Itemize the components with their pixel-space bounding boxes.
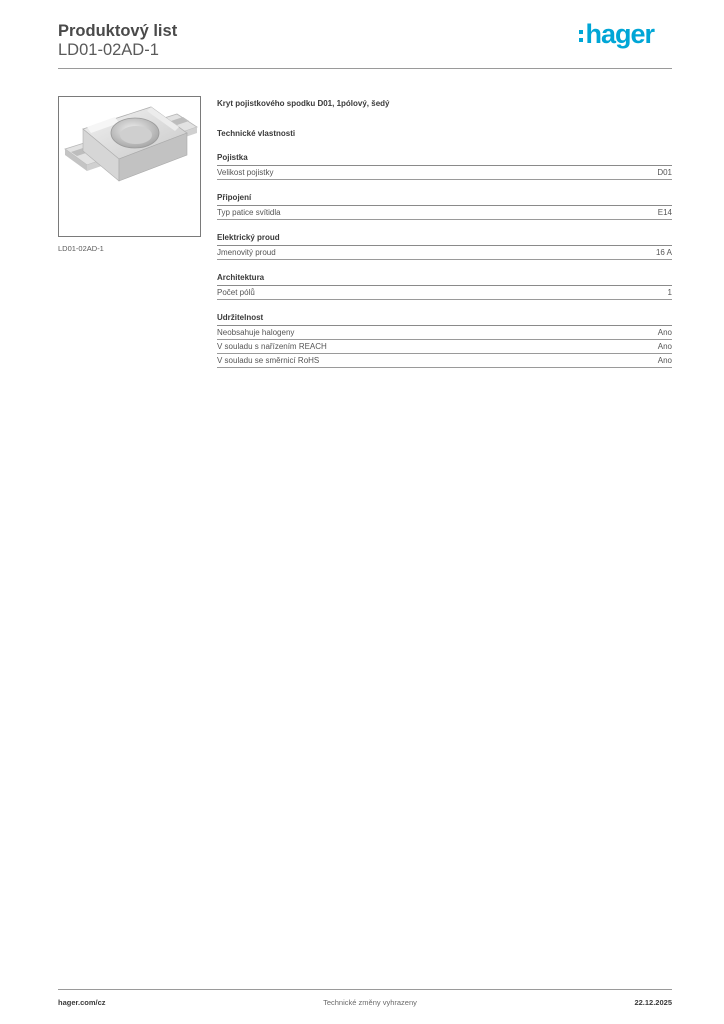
website-link[interactable]: hager.com/cz xyxy=(58,998,106,1007)
property-value: Ano xyxy=(657,356,672,365)
product-code: LD01-02AD-1 xyxy=(58,41,159,59)
property-value: E14 xyxy=(657,208,672,217)
group-sustainability xyxy=(217,313,672,368)
group-architecture xyxy=(217,273,672,300)
property-value: 16 A xyxy=(655,248,672,257)
group-electric-current xyxy=(217,233,672,260)
header-divider xyxy=(58,68,672,69)
group-title: Elektrický proud xyxy=(217,233,672,246)
footer-divider xyxy=(58,989,672,990)
property-label: Jmenovitý proud xyxy=(217,248,276,257)
group-title: Udržitelnost xyxy=(217,313,672,326)
property-label: Neobsahuje halogeny xyxy=(217,328,295,337)
property-label: V souladu s nařízením REACH xyxy=(217,342,327,351)
section-title: Technické vlastnosti xyxy=(217,129,296,138)
group-fuse xyxy=(217,153,672,180)
group-title: Pojistka xyxy=(217,153,672,166)
property-row xyxy=(217,166,672,180)
product-name: Kryt pojistkového spodku D01, 1pólový, šedý xyxy=(217,99,390,108)
property-row xyxy=(217,354,672,368)
product-image-frame xyxy=(58,96,201,237)
property-label: Počet pólů xyxy=(217,288,255,297)
disclaimer-note: Technické změny vyhrazeny xyxy=(323,998,417,1007)
property-value: D01 xyxy=(657,168,672,177)
property-row xyxy=(217,340,672,354)
property-value: 1 xyxy=(667,288,672,297)
group-connection xyxy=(217,193,672,220)
property-row xyxy=(217,326,672,340)
logo-wordmark: hager xyxy=(585,19,654,49)
property-label: Velikost pojistky xyxy=(217,168,274,177)
property-value: Ano xyxy=(657,328,672,337)
group-title: Připojení xyxy=(217,193,672,206)
property-label: V souladu se směrnicí RoHS xyxy=(217,356,320,365)
group-title: Architektura xyxy=(217,273,672,286)
property-row xyxy=(217,286,672,300)
property-label: Typ patice svítidla xyxy=(217,208,281,217)
property-value: Ano xyxy=(657,342,672,351)
product-image xyxy=(59,97,200,236)
property-row xyxy=(217,206,672,220)
page-footer xyxy=(58,998,672,1007)
logo-dots xyxy=(579,30,583,42)
page-header xyxy=(58,19,672,68)
document-title: Produktový list xyxy=(58,22,178,40)
hager-logo xyxy=(579,18,654,50)
document-date: 22.12.2025 xyxy=(634,998,672,1007)
property-row xyxy=(217,246,672,260)
image-caption: LD01-02AD-1 xyxy=(58,244,104,253)
product-details xyxy=(217,98,672,368)
